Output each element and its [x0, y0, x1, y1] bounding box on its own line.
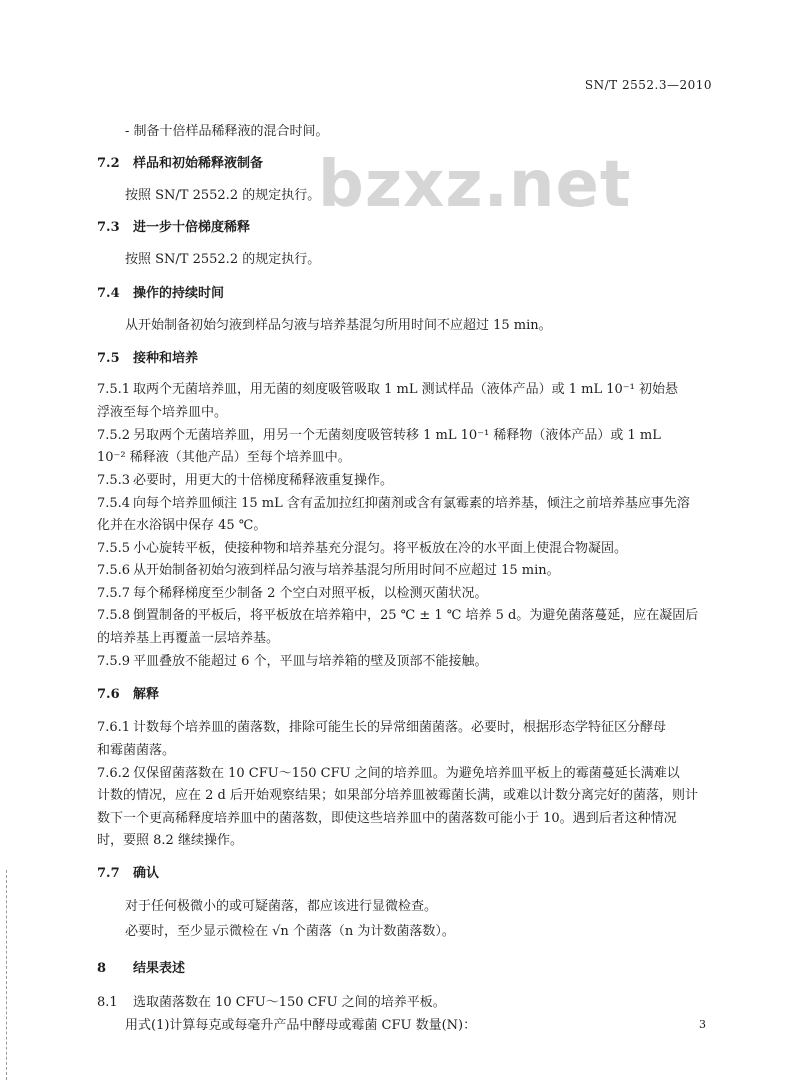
section-heading: 7.4 操作的持续时间: [97, 286, 225, 301]
text-line: 和霉菌菌落。: [97, 743, 176, 758]
clause-number: 7.5.3: [97, 473, 131, 488]
clause-number: 7.5.8: [97, 608, 131, 623]
text-line: 10⁻² 稀释液（其他产品）至每个培养皿中。: [97, 450, 351, 465]
section-heading: 7.7 确认: [97, 866, 160, 881]
clause-number: 7.5.2: [97, 428, 131, 443]
clause-line: 7.5.2 另取两个无菌培养皿，用另一个无菌刻度吸管转移 1 mL 10⁻¹ 稀释物（液体产品）或 1 mL: [97, 428, 661, 443]
text-line: 时，要照 8.2 继续操作。: [97, 833, 243, 848]
clause-number: 7.5.6: [97, 563, 131, 578]
section-number: 7.7: [97, 866, 120, 881]
clause-number: 7.6.2: [97, 766, 131, 781]
text-line: 数下一个更高稀释度培养皿中的菌落数，即使这些培养皿中的菌落数可能小于 10。遇到后者这种情况: [97, 811, 677, 826]
text-line: 用式(1)计算每克或每毫升产品中酵母或霉菌 CFU 数量(N)：: [125, 1018, 477, 1033]
clause-line: 7.5.5 小心旋转平板，使接种物和培养基充分混匀。将平板放在冷的水平面上使混合物凝固。: [97, 541, 628, 556]
text-line: 必要时，至少显示微检在 √n 个菌落（n 为计数菌落数）。: [125, 924, 455, 939]
text-line: 计数的情况，应在 2 d 后开始观察结果；如果部分培养皿被霉菌长满，或难以计数分离完好的菌落，则计: [97, 788, 698, 803]
text-line: - 制备十倍样品稀释液的混合时间。: [125, 124, 329, 139]
text-line: 浮液至每个培养皿中。: [97, 405, 228, 420]
chapter-number: 8: [97, 961, 107, 976]
clause-line: 7.5.9 平皿叠放不能超过 6 个，平皿与培养箱的壁及顶部不能接触。: [97, 654, 488, 669]
section-number: 7.4: [97, 286, 120, 301]
clause-line: 7.6.2 仅保留菌落数在 10 CFU～150 CFU 之间的培养皿。为避免培养皿平板上的霉菌蔓延长满难以: [97, 766, 680, 781]
clause-number: 7.5.1: [97, 382, 131, 397]
clause-line: 7.5.6 从开始制备初始匀液到样品匀液与培养基混匀所用时间不应超过 15 min。: [97, 563, 560, 578]
text-line: 从开始制备初始匀液到样品匀液与培养基混匀所用时间不应超过 15 min。: [125, 318, 552, 333]
clause-number: 7.5.4: [97, 496, 131, 511]
scan-edge-mark: [6, 870, 8, 1080]
clause-number: 7.5.9: [97, 654, 131, 669]
clause-number: 7.5.7: [97, 586, 131, 601]
clause-number: 8.1: [97, 995, 118, 1010]
text-line: 按照 SN/T 2552.2 的规定执行。: [125, 252, 321, 267]
text-line: 的培养基上再覆盖一层培养基。: [97, 631, 280, 646]
watermark-text: bzxz.net: [318, 148, 632, 222]
section-number: 7.2: [97, 156, 120, 171]
clause-line: 7.5.1 取两个无菌培养皿，用无菌的刻度吸管吸取 1 mL 测试样品（液体产品）或 1 mL 10⁻¹ 初始悬: [97, 382, 679, 397]
clause-line: 8.1 选取菌落数在 10 CFU～150 CFU 之间的培养平板。: [97, 995, 446, 1010]
clause-line: 7.6.1 计数每个培养皿的菌落数，排除可能生长的异常细菌菌落。必要时，根据形态学特征区分酵母: [97, 720, 667, 735]
text-line: 按照 SN/T 2552.2 的规定执行。: [125, 188, 321, 203]
clause-number: 7.6.1: [97, 720, 131, 735]
section-heading: 7.3 进一步十倍梯度稀释: [97, 220, 251, 235]
clause-line: 7.5.8 倒置制备的平板后，将平板放在培养箱中，25 ℃ ± 1 ℃ 培养 5 d。为避免菌落蔓延，应在凝固后: [97, 608, 699, 623]
standard-code-header: SN/T 2552.3—2010: [584, 78, 712, 92]
clause-line: 7.5.4 向每个培养皿倾注 15 mL 含有孟加拉红抑菌剂或含有氯霉素的培养基，倾注之前培养基应事先溶: [97, 496, 690, 511]
clause-line: 7.5.7 每个稀释梯度至少制备 2 个空白对照平板，以检测灭菌状况。: [97, 586, 488, 601]
section-number: 7.3: [97, 220, 120, 235]
text-line: 对于任何极微小的或可疑菌落，都应该进行显微检查。: [125, 899, 438, 914]
page-number: 3: [699, 1018, 706, 1031]
section-number: 7.5: [97, 351, 120, 366]
chapter-heading: 8 结果表述: [97, 961, 186, 976]
clause-number: 7.5.5: [97, 541, 131, 556]
clause-line: 7.5.3 必要时，用更大的十倍梯度稀释液重复操作。: [97, 473, 394, 488]
section-heading: 7.2 样品和初始稀释液制备: [97, 156, 264, 171]
section-heading: 7.5 接种和培养: [97, 351, 199, 366]
section-number: 7.6: [97, 687, 120, 702]
text-line: 化并在水浴锅中保存 45 ℃。: [97, 518, 267, 533]
section-heading: 7.6 解释: [97, 687, 160, 702]
